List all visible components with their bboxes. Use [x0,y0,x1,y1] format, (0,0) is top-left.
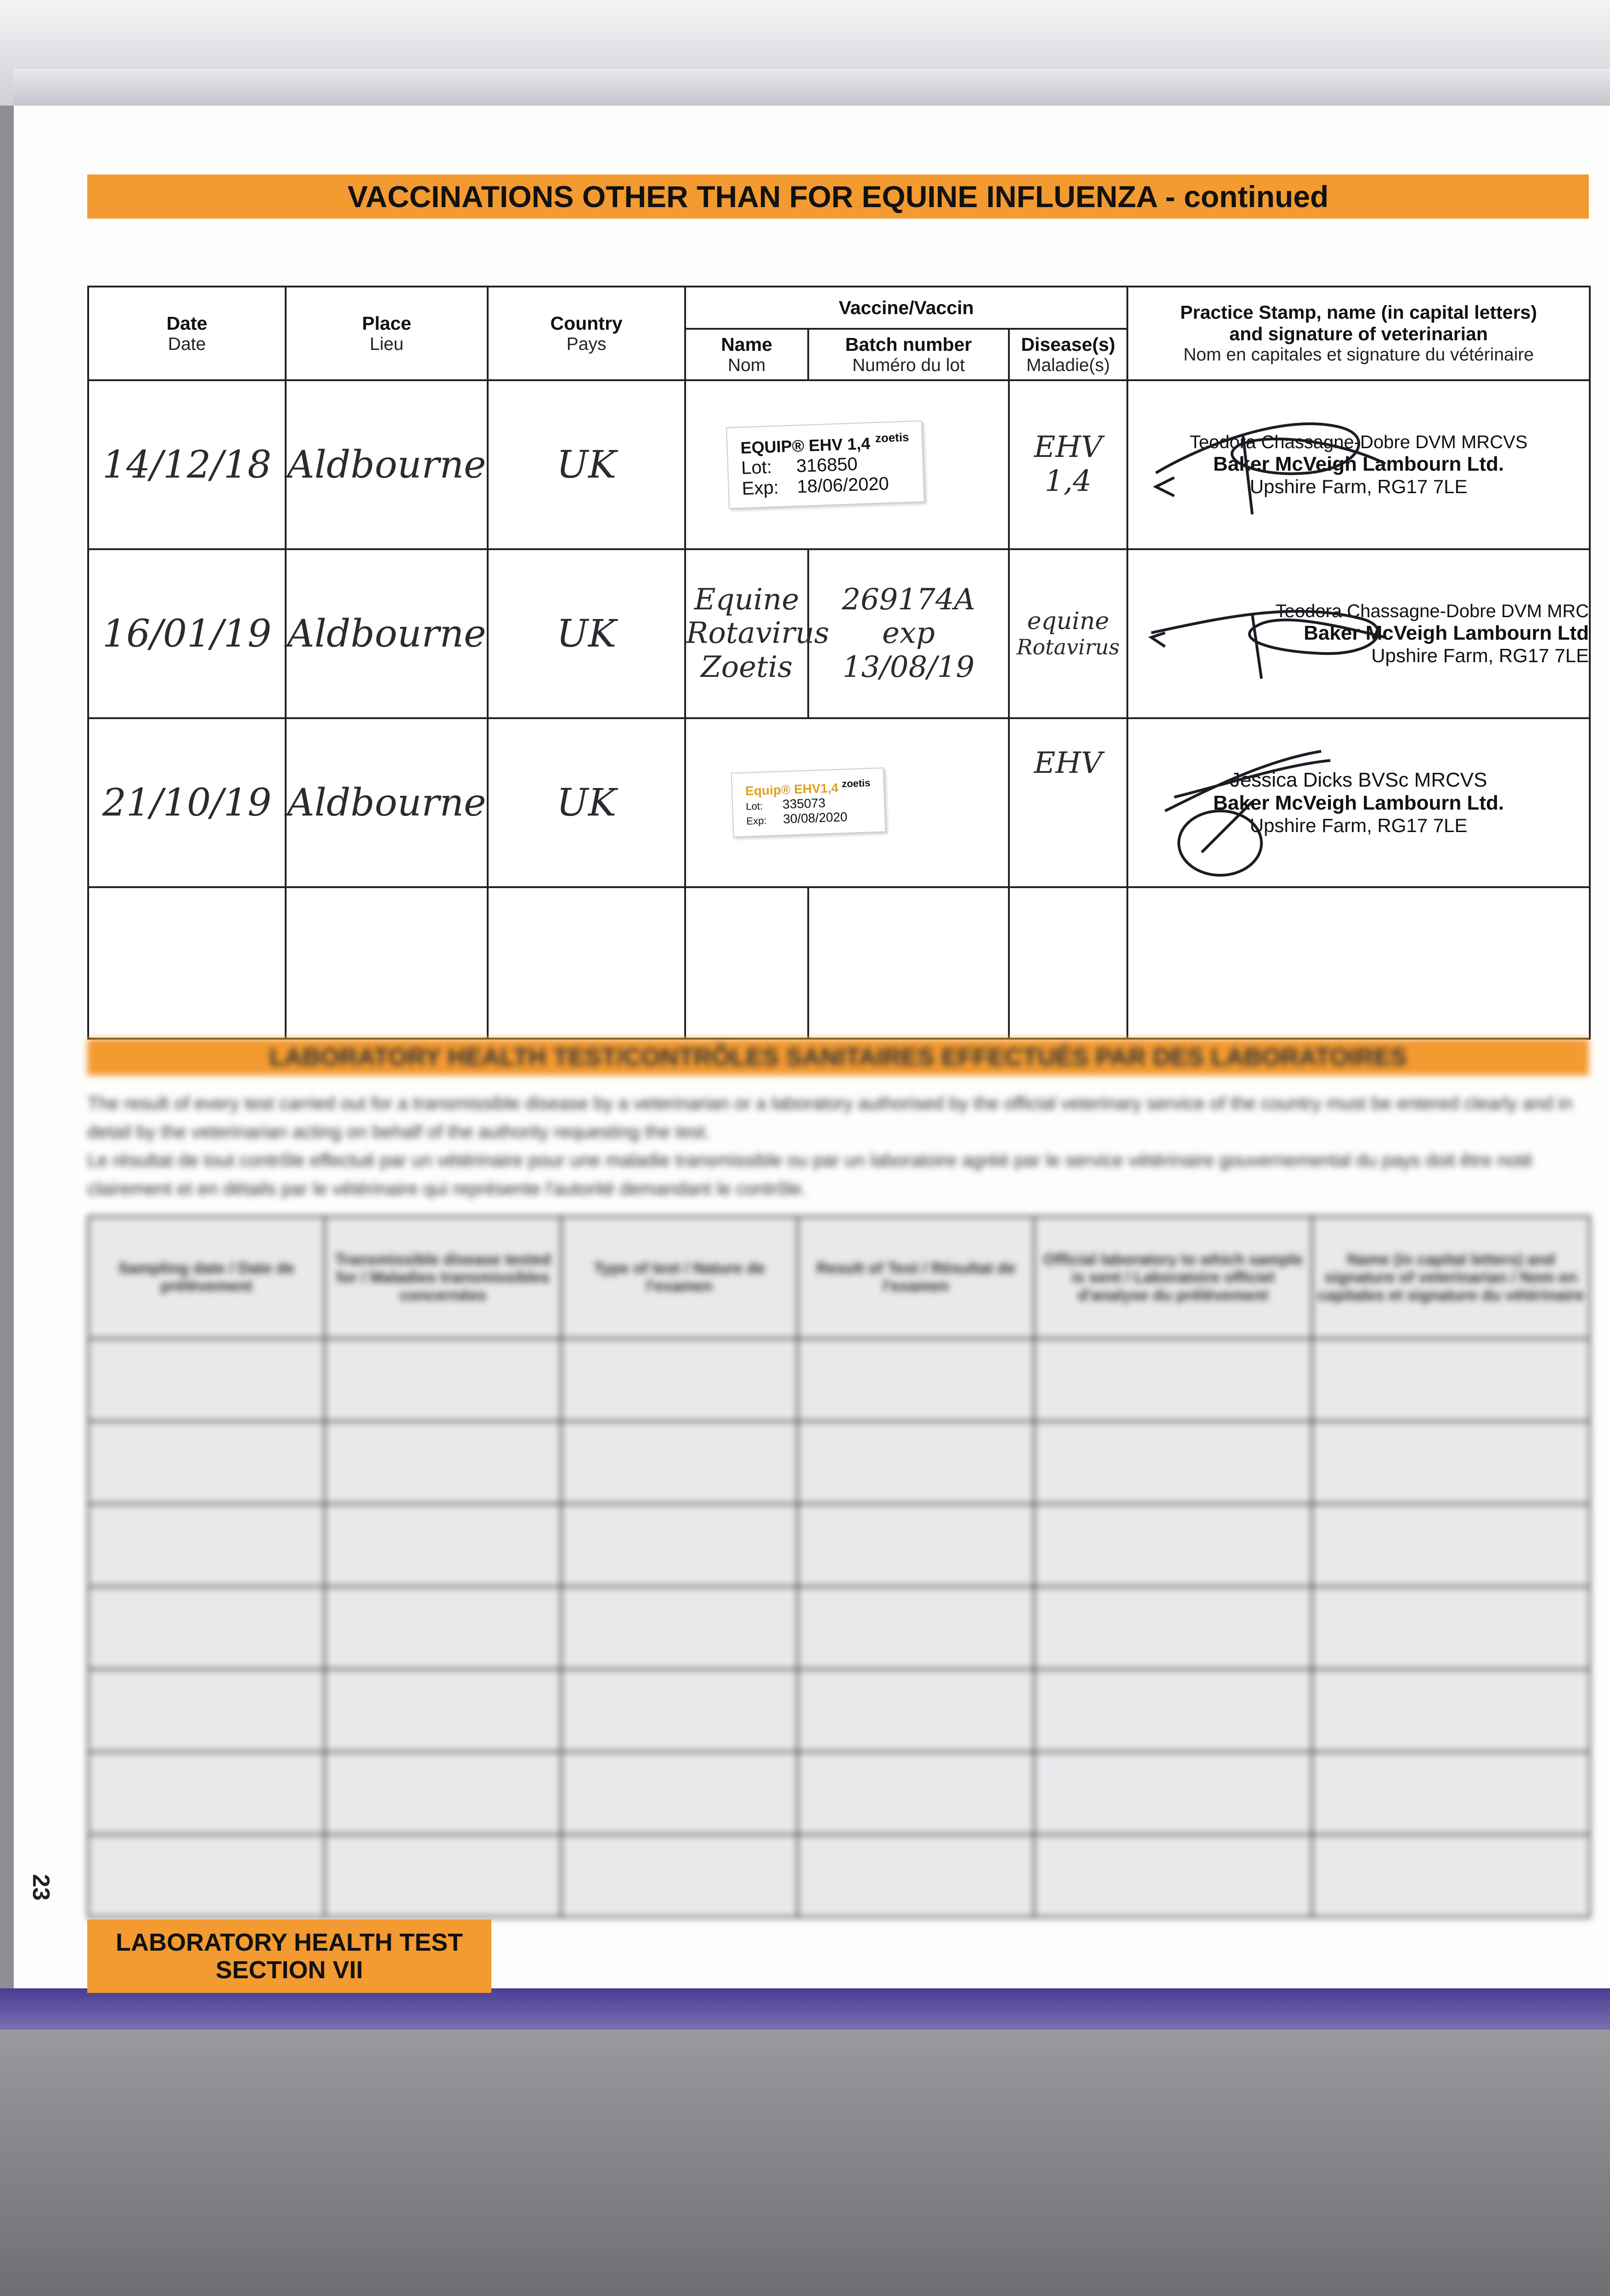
row-place: Aldbourne [286,549,488,718]
header-vaccine: Vaccine/Vaccin [685,287,1127,329]
page-edge [14,69,1610,110]
cover-edge [0,1988,1610,2030]
row-disease: EHV 1,4 [1009,380,1127,549]
lab-row [88,1421,1590,1504]
header-practice: Practice Stamp, name (in capital letters) and signature of veterinarian Nom en capitales et signature du vétérinaire [1127,287,1590,380]
practice-stamp: Teodora Chassagne-Dobre DVM MRC Baker McVeigh Lambourn Ltd Upshire Farm, RG17 7LE [1127,549,1590,718]
empty-cell [685,887,808,1039]
row-place: Aldbourne [286,718,488,887]
signature-scribble [1147,395,1404,528]
empty-cell [88,887,286,1039]
lab-header: Result of Test / Résultat de l'examen [798,1216,1034,1339]
vaccination-table [87,286,1591,1040]
lab-row [88,1504,1590,1587]
sticker: EQUIP® EHV 1,4 $^{zoetis}$ Lot: 316850 Exp: 18/06/2020 [726,420,925,509]
row-place: Aldbourne [286,380,488,549]
lab-instructions: The result of every test carried out for a transmissible disease by a veterinarian or a laboratory authorised by the official veterinary service of the country must be entered clearly and in detail by the veterinarian acting on behalf of the authority requesting the test. Le résultat de tout contrôle effectué par un vétérinaire pour une maladie transmissible ou par un laboratoire agréé par le service vétérinaire gouvernemental du pays doit être noté clairement et en détails par le vétérinaire qui représente l'autorité demandant le contrôle. [87,1093,1573,1199]
row-batch: 269174A exp 13/08/19 [808,549,1009,718]
header-row-1 [88,287,1590,329]
lab-header: Sampling date / Date de prélèvement [88,1216,325,1339]
row-date: 21/10/19 [88,718,286,887]
empty-cell [1127,887,1590,1039]
empty-cell [286,887,488,1039]
lab-row [88,1339,1590,1421]
lab-header: Transmissible disease tested for / Maladies transmissibles concernées [325,1216,561,1339]
row-date: 16/01/19 [88,549,286,718]
row-country: UK [488,549,685,718]
header-date: Date Date [88,287,286,380]
row-disease: equine Rotavirus [1009,549,1127,718]
lab-row [88,1752,1590,1835]
vaccination-row [88,549,1590,718]
header-place: Place Lieu [286,287,488,380]
lab-header: Name (in capital letters) and signature of veterinarian / Nom en capitales et signature du vétérinaire [1312,1216,1590,1339]
section-line-1: LABORATORY HEALTH TEST [116,1929,463,1956]
header-country: Country Pays [488,287,685,380]
vaccine-label-sticker [685,380,1009,549]
lab-header: Official laboratory to which sample is sent / Laboratoire officiel d'analyse du prélèvement [1034,1216,1312,1339]
header-batch: Batch number Numéro du lot [808,329,1009,380]
row-date: 14/12/18 [88,380,286,549]
vaccination-row [88,380,1590,549]
row-country: UK [488,380,685,549]
lab-banner: LABORATORY HEALTH TEST/CONTRÔLES SANITAIRES EFFECTUÉS PAR DES LABORATOIRES [87,1039,1589,1075]
scanner-background-bottom [0,2030,1610,2296]
practice-stamp: Teodora Chassagne-Dobre DVM MRCVS Baker McVeigh Lambourn Ltd. Upshire Farm, RG17 7LE [1127,380,1590,549]
vaccine-label-sticker [685,718,1009,887]
lab-row [88,1587,1590,1669]
row-vaccine-name: Equine Rotavirus Zoetis [685,549,808,718]
empty-cell [488,887,685,1039]
row-disease: EHV [1009,718,1127,887]
empty-cell [1009,887,1127,1039]
sticker: Equip® EHV1,4 $^{zoetis}$ Lot: 335073 Exp: 30/08/2020 [731,768,886,838]
banner-title: VACCINATIONS OTHER THAN FOR EQUINE INFLUENZA - continued [347,180,1329,214]
section-banner [87,174,1589,219]
lab-row [88,1669,1590,1752]
signature-scribble [1147,564,1404,683]
section-label [87,1919,491,1993]
lab-row [88,1835,1590,1917]
practice-stamp: Jessica Dicks BVSc MRCVS Baker McVeigh Lambourn Ltd. Upshire Farm, RG17 7LE [1127,718,1590,887]
row-country: UK [488,718,685,887]
vaccination-row-empty [88,887,1590,1039]
lab-test-table [87,1216,1591,1918]
blurred-lab-section [87,1039,1589,1911]
empty-cell [808,887,1009,1039]
page-number: 23 [27,1874,54,1901]
header-disease: Disease(s) Maladie(s) [1009,329,1127,380]
header-name: Name Nom [685,329,808,380]
lab-header: Type of test / Nature de l'examen [561,1216,798,1339]
signature-scribble [1147,733,1340,880]
lab-header-row [88,1216,1590,1339]
vaccination-row [88,718,1590,887]
section-line-2: SECTION VII [215,1956,363,1984]
